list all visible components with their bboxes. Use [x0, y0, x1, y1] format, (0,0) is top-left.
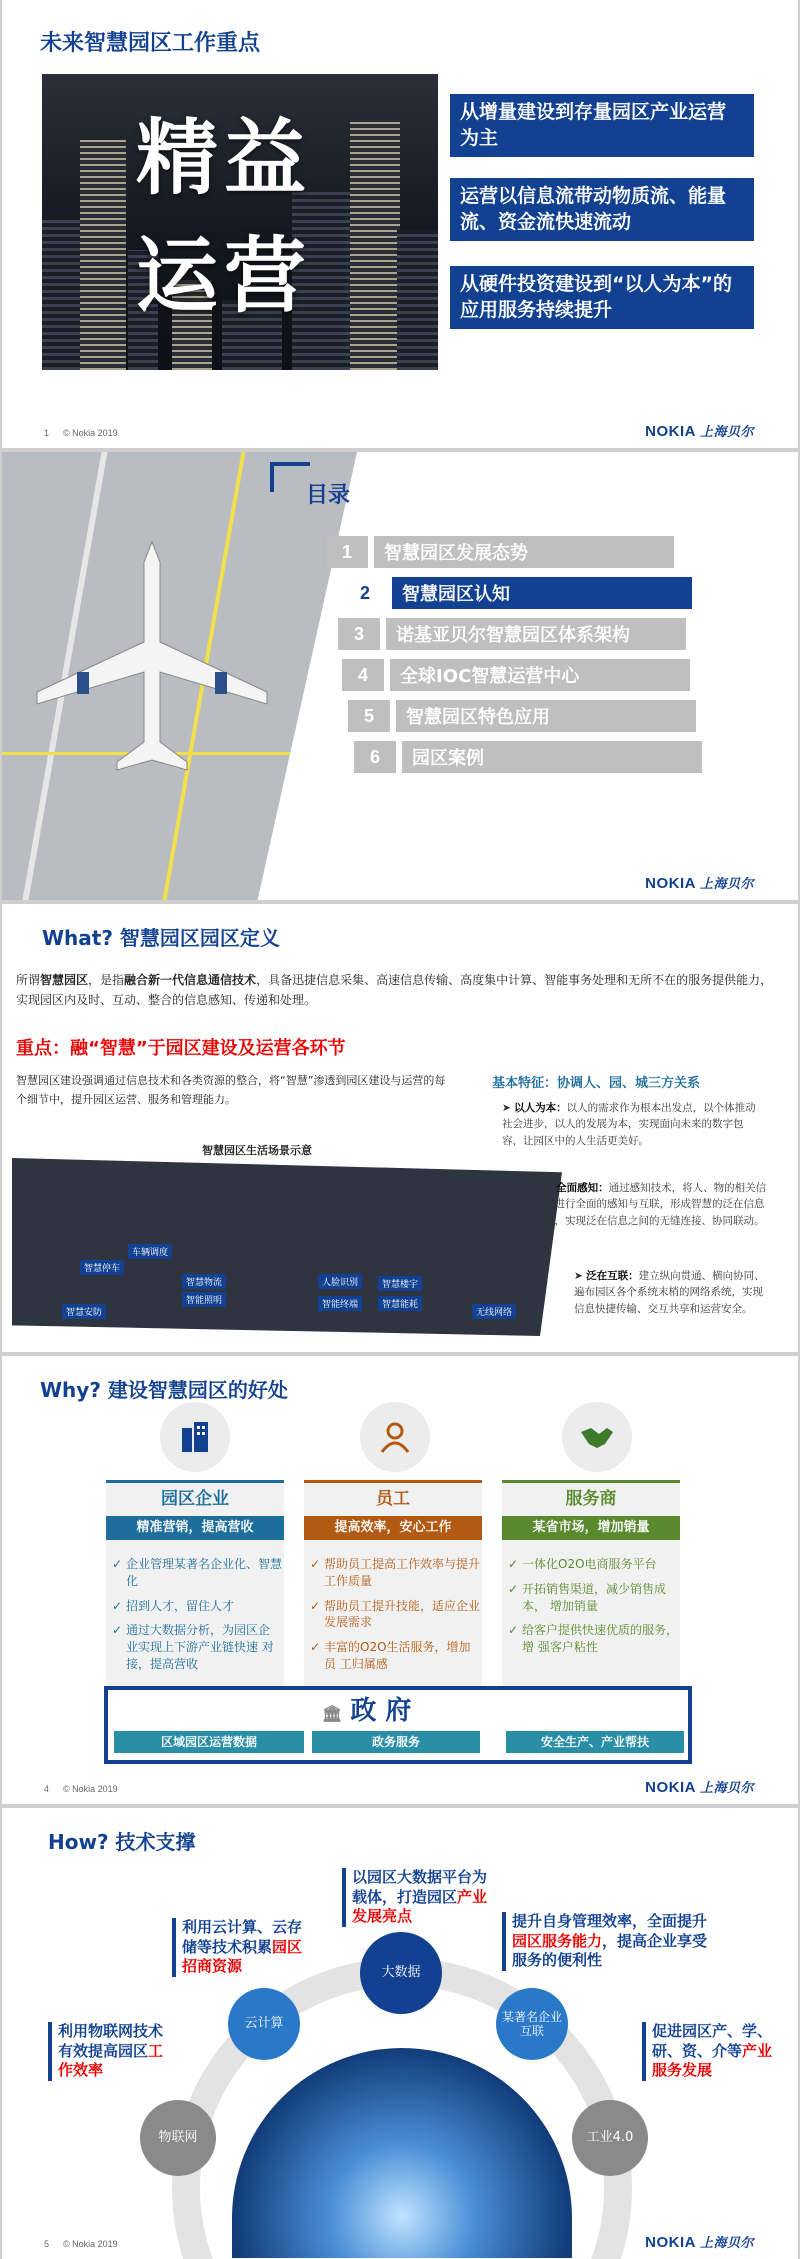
bubble-iot: 物联网: [140, 2100, 216, 2176]
toc-item-4[interactable]: [342, 659, 690, 691]
column-list-item: ✓ 通过大数据分析，为园区企 业实现上下游产业链快速 对接，提高营收: [112, 1622, 282, 1672]
gov-item-2: 政务服务: [312, 1731, 480, 1753]
logo-cn: 上海贝尔: [699, 425, 754, 440]
scene-label: 智慧能耗: [378, 1296, 422, 1311]
logo-text: NOKIA: [645, 1779, 696, 1796]
nokia-logo: [645, 421, 754, 440]
scene-label: 智慧楼宇: [378, 1276, 422, 1291]
column-list-item: ✓ 开拓销售渠道，减少销售成本， 增加销量: [508, 1581, 678, 1615]
feature-1: ➤ 以人为本：以人的需求作为根本出发点，以个体推动社会进步，以人的发展为本，实现面向未来的数字包容，让园区中的人生活更美好。: [502, 1102, 756, 1147]
toc-number: 2: [344, 577, 386, 609]
focus-desc: 智慧园区建设强调通过信息技术和各类资源的整合，将“智慧”渗透到园区建设与运营的每个细节中，提升园区运营、服务和管理能力。: [16, 1074, 446, 1106]
toc-item-3[interactable]: [338, 618, 686, 650]
logo-text: NOKIA: [645, 875, 696, 892]
gov-title-text: 政 府: [350, 1696, 412, 1726]
nokia-logo: [645, 1777, 754, 1796]
toc-label: 智慧园区发展态势: [374, 536, 674, 568]
column-head: 园区企业: [161, 1489, 229, 1509]
toc-label: 智慧园区认知: [392, 577, 692, 609]
slide-title: What? 智慧园区园区定义: [42, 926, 280, 950]
feature-name: 全面感知：: [556, 1182, 609, 1194]
text-plain2: ，提高企业享受服务的便利性: [512, 1931, 708, 1969]
gov-building-icon: 🏛: [322, 1704, 343, 1723]
text-highlight: 产业服务发展: [652, 2041, 773, 2079]
page-number: 5: [44, 2239, 50, 2249]
point-box-3: 从硬件投资建设到“以人为本”的应用服务持续提升: [450, 266, 754, 329]
toc-item-6[interactable]: [354, 741, 702, 773]
column-list-item: ✓ 招到人才，留住人才: [112, 1598, 282, 1615]
def-prefix: 所谓: [16, 973, 41, 987]
logo-text: NOKIA: [645, 2234, 696, 2251]
feature-text: 以人的需求作为根本出发点，以个体推动社会进步，以人的发展为本，实现面向未来的数字包容，让园区中的人生活更美好。: [502, 1102, 756, 1147]
point-box-2: 运营以信息流带动物质流、能量流、资金流快速流动: [450, 178, 754, 241]
focus-heading: 重点：融“智慧”于园区建设及运营各环节: [16, 1038, 346, 1059]
slide-1: [2, 0, 798, 448]
column-head: 员工: [376, 1489, 410, 1509]
logo-text: NOKIA: [645, 423, 696, 440]
toc-label: 诺基亚贝尔智慧园区体系架构: [386, 618, 686, 650]
def-bold2: 融合新一代信息通信技术: [124, 973, 257, 987]
definition-text: [16, 970, 776, 1011]
tech-text-2: [172, 1918, 312, 1977]
feature-2: ➤ 全面感知：通过感知技术，将人、物的相关信息进行全面的感知与互联，形成智慧的泛在信息源，实现泛在信息之间的无缝连接、协同联动。: [544, 1182, 767, 1227]
slide-4: [2, 1356, 798, 1804]
toc-label: 全球IOC智慧运营中心: [390, 659, 690, 691]
toc-number: 6: [354, 741, 396, 773]
toc-number: 4: [342, 659, 384, 691]
copyright: © Nokia 2019: [63, 1784, 118, 1794]
text-highlight: 园区服务能力: [512, 1931, 603, 1950]
column-list: [310, 1556, 480, 1681]
column-list: [508, 1556, 678, 1664]
column-head: 服务商: [565, 1489, 617, 1509]
column-list-item: ✓ 企业管理某著名企业化、智慧化: [112, 1556, 282, 1590]
toc-label: 园区案例: [402, 741, 702, 773]
tech-text-4: [48, 2022, 176, 2081]
scene-label: 车辆调度: [128, 1244, 172, 1259]
footer: [44, 2239, 118, 2249]
slide-title: How? 技术支撑: [48, 1830, 196, 1854]
footer: [44, 1784, 118, 1794]
copyright: © Nokia 2019: [63, 428, 118, 438]
scene-label: 无线网络: [472, 1304, 516, 1319]
toc-item-1[interactable]: [326, 536, 674, 568]
toc-item-5[interactable]: [348, 700, 696, 732]
toc-number: 1: [326, 536, 368, 568]
toc-number: 5: [348, 700, 390, 732]
text-plain: 利用物联网技术有效提高园区: [58, 2022, 164, 2060]
def-rest: ，具备迅捷信息采集、高速信息传输、高度集中计算、智能事务处理和无所不在的服务提供能力，实现园区内及时、互动、整合的信息感知、传递和处理。: [16, 973, 773, 1008]
footer: [44, 428, 118, 438]
text-plain: 以园区大数据平台为载体，打造园区: [352, 1868, 488, 1906]
text-plain: 提升自身管理效率，全面提升: [512, 1912, 708, 1930]
def-bold1: 智慧园区: [40, 973, 89, 987]
logo-cn: 上海贝尔: [699, 1781, 754, 1796]
feature-text: 通过感知技术，将人、物的相关信息进行全面的感知与互联，形成智慧的泛在信息源，实现泛在信息之间的无缝连接、协同联动。: [544, 1182, 767, 1227]
scene-title: 智慧园区生活场景示意: [202, 1144, 312, 1157]
hero-text-line2: 运营: [136, 229, 313, 324]
page-number: 4: [44, 1784, 50, 1794]
feature-3: ➤ 泛在互联：建立纵向贯通、横向协同、遍布园区各个系统末梢的网络系统，实现信息快捷传输、交互共享和运营安全。: [574, 1270, 765, 1315]
government-title: [322, 1690, 411, 1727]
nokia-logo: [645, 873, 754, 892]
column-list-item: ✓ 一体化O2O电商服务平台: [508, 1556, 678, 1573]
features-title: 基本特征：协调人、园、城三方关系: [492, 1076, 701, 1091]
slide-3: [2, 904, 798, 1352]
slide-2: [2, 452, 798, 900]
column-list-item: ✓ 丰富的O2O生活服务，增加员 工归属感: [310, 1639, 480, 1673]
copyright: © Nokia 2019: [63, 2239, 118, 2249]
column-list: [112, 1556, 282, 1681]
feature-name: 以人为本：: [514, 1102, 567, 1114]
hero-text-line1: 精益: [136, 111, 313, 206]
toc-number: 3: [338, 618, 380, 650]
feature-text: 建立纵向贯通、横向协同、遍布园区各个系统末梢的网络系统，实现信息快捷传输、交互共享和运营安全。: [574, 1270, 765, 1315]
text-highlight: 园区招商资源: [182, 1937, 303, 1975]
bubble-enterprise: 某著名企业互联: [496, 1988, 568, 2060]
column-band: 精准营销，提高营收: [106, 1516, 284, 1540]
bubble-cloud: 云计算: [228, 1988, 300, 2060]
text-highlight: 工作效率: [58, 2041, 164, 2079]
airport-image: [2, 452, 357, 900]
scene-label: 智慧停车: [80, 1260, 124, 1275]
text-plain: 利用云计算、云存储等技术积累: [182, 1918, 303, 1956]
bubble-industry: 工业4.0: [572, 2100, 648, 2176]
toc-label: 智慧园区特色应用: [396, 700, 696, 732]
airplane-icon: [22, 532, 282, 782]
page-number: 1: [44, 428, 50, 438]
gov-item-1: 区域园区运营数据: [114, 1731, 304, 1753]
slide-title: 未来智慧园区工作重点: [40, 31, 261, 56]
scene-label: 智能照明: [182, 1292, 226, 1307]
tech-text-5: [642, 2022, 774, 2081]
column-list-item: ✓ 帮助员工提升技能，适应企业 发展需求: [310, 1598, 480, 1632]
tech-text-1: [342, 1868, 492, 1927]
nokia-logo: [645, 2232, 754, 2251]
column-band: 某省市场，增加销量: [502, 1516, 680, 1540]
building-icon: [160, 1402, 230, 1472]
handshake-icon: [562, 1402, 632, 1472]
column-band: 提高效率，安心工作: [304, 1516, 482, 1540]
scene-label: 智能终端: [318, 1296, 362, 1311]
scene-label: 智慧物流: [182, 1274, 226, 1289]
point-box-1: 从增量建设到存量园区产业运营为主: [450, 94, 754, 157]
person-icon: [360, 1402, 430, 1472]
scene-label: 智慧安防: [62, 1304, 106, 1319]
toc-item-2[interactable]: [344, 577, 692, 609]
def-mid: ，是指: [88, 973, 125, 987]
text-plain: 促进园区产、学、研、资、介等: [652, 2022, 773, 2060]
slide-title: Why? 建设智慧园区的好处: [40, 1378, 288, 1402]
toc-title: 目录: [306, 483, 351, 508]
gov-item-3: 安全生产、产业帮扶: [506, 1731, 684, 1753]
text-highlight: 产业发展亮点: [352, 1887, 488, 1925]
column-list-item: ✓ 帮助员工提高工作效率与提升 工作质量: [310, 1556, 480, 1590]
scene-label: 人脸识别: [318, 1274, 362, 1289]
tech-text-3: [502, 1912, 722, 1971]
logo-cn: 上海贝尔: [699, 877, 754, 892]
slide-5: [2, 1808, 798, 2259]
feature-name: 泛在互联：: [586, 1270, 639, 1282]
column-list-item: ✓ 给客户提供快速优质的服务，增 强客户粘性: [508, 1622, 678, 1656]
toc-bracket: [270, 462, 310, 492]
bubble-bigdata: 大数据: [360, 1932, 442, 2014]
logo-cn: 上海贝尔: [699, 2236, 754, 2251]
